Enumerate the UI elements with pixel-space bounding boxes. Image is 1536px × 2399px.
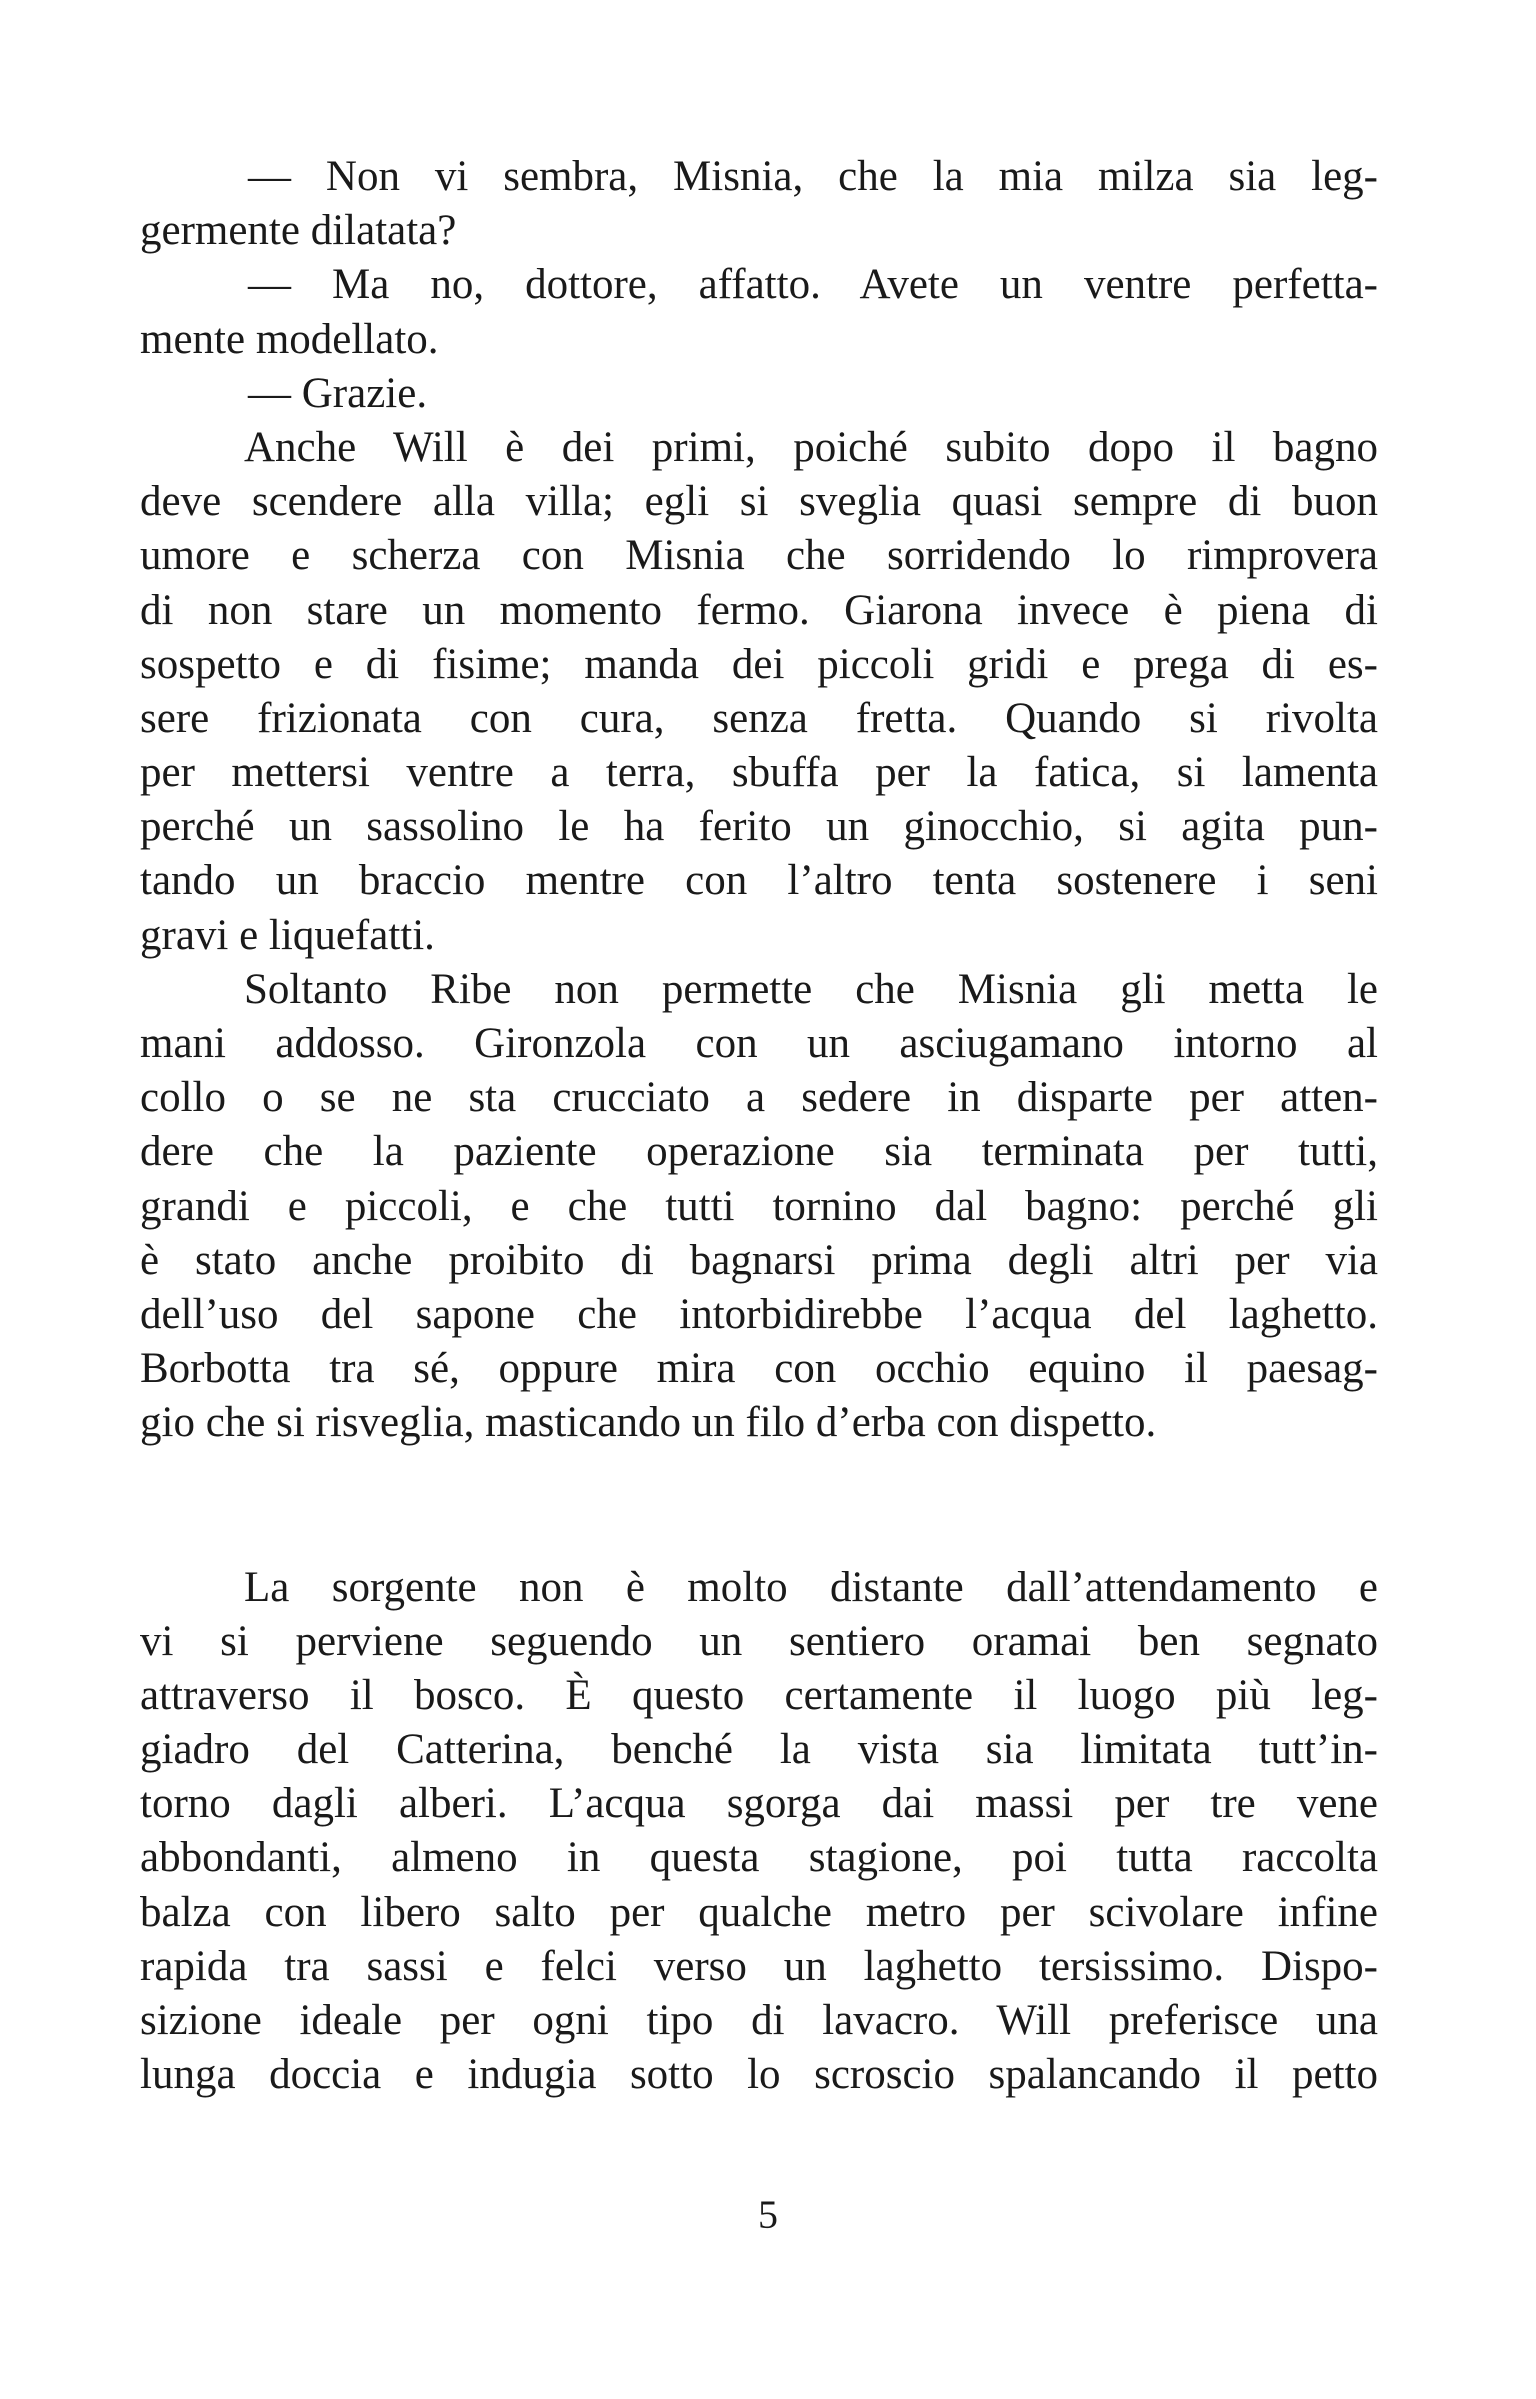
text-line: deve scendere alla villa; egli si sveglia quasi sempre di buon — [140, 478, 1378, 526]
text-line: tando un braccio mentre con l’altro tenta sostenere i seni — [140, 857, 1378, 905]
text-line: Soltanto Ribe non permette che Misnia gli metta le — [244, 965, 1378, 1013]
text-line: La sorgente non è molto distante dall’attendamento e — [244, 1563, 1378, 1611]
body-paragraph — [140, 963, 1378, 1451]
text-line: sospetto e di fisime; manda dei piccoli gridi e prega di es- — [140, 640, 1378, 688]
text-line: rapida tra sassi e felci verso un laghetto tersissimo. Dispo- — [140, 1942, 1378, 1990]
text-line: torno dagli alberi. L’acqua sgorga dai massi per tre vene — [140, 1780, 1378, 1828]
dialogue-paragraph — [140, 367, 1378, 421]
text-line: — Non vi sembra, Misnia, che la mia milza sia leg- — [248, 153, 1378, 200]
text-line: balza con libero salto per qualche metro per scivolare infine — [140, 1888, 1378, 1936]
text-line: grandi e piccoli, e che tutti tornino dal bagno: perché gli — [140, 1182, 1378, 1230]
text-line: vi si perviene seguendo un sentiero oramai ben segnato — [140, 1617, 1378, 1665]
text-line: è stato anche proibito di bagnarsi prima degli altri per via — [140, 1236, 1378, 1284]
text-line: attraverso il bosco. È questo certamente il luogo più leg- — [140, 1671, 1378, 1719]
text-line: per mettersi ventre a terra, sbuffa per la fatica, si lamenta — [140, 749, 1378, 797]
dialogue-paragraph — [140, 258, 1378, 366]
text-line: mani addosso. Gironzola con un asciugamano intorno al — [140, 1020, 1378, 1067]
text-line: dere che la paziente operazione sia terminata per tutti, — [140, 1128, 1378, 1176]
page-number: 5 — [758, 2192, 778, 2237]
text-line: collo o se ne sta crucciato a sedere in disparte per atten- — [140, 1074, 1378, 1122]
text-line: gio che si risveglia, masticando un filo d’erba con dispetto. — [140, 1399, 1157, 1447]
text-line: perché un sassolino le ha ferito un ginocchio, si agita pun- — [140, 803, 1378, 851]
text-line: gravi e liquefatti. — [140, 911, 435, 959]
body-paragraph — [140, 421, 1378, 963]
body-paragraph — [140, 1561, 1378, 2103]
text-line: sere frizionata con cura, senza fretta. Quando si rivolta — [140, 694, 1378, 742]
text-line: Anche Will è dei primi, poiché subito dopo il bagno — [244, 423, 1378, 471]
text-line: germente dilatata? — [140, 207, 457, 255]
text-line: — Ma no, dottore, affatto. Avete un ventre perfetta- — [248, 261, 1378, 309]
section-break — [140, 1451, 1378, 1561]
page-body — [140, 150, 1378, 2102]
text-line: Borbotta tra sé, oppure mira con occhio equino il paesag- — [140, 1345, 1378, 1393]
text-line: lunga doccia e indugia sotto lo scroscio spalancando il petto — [140, 2051, 1378, 2099]
text-line: — Grazie. — [248, 369, 428, 417]
text-line: di non stare un momento fermo. Giarona invece è piena di — [140, 586, 1378, 634]
text-line: abbondanti, almeno in questa stagione, poi tutta raccolta — [140, 1834, 1378, 1882]
text-line: mente modellato. — [140, 315, 439, 363]
text-line: giadro del Catterina, benché la vista sia limitata tutt’in- — [140, 1726, 1378, 1774]
text-line: sizione ideale per ogni tipo di lavacro. Will preferisce una — [140, 1997, 1378, 2044]
text-line: dell’uso del sapone che intorbidirebbe l’acqua del laghetto. — [140, 1290, 1378, 1338]
text-line: umore e scherza con Misnia che sorridendo lo rimprovera — [140, 532, 1378, 580]
dialogue-paragraph — [140, 150, 1378, 258]
